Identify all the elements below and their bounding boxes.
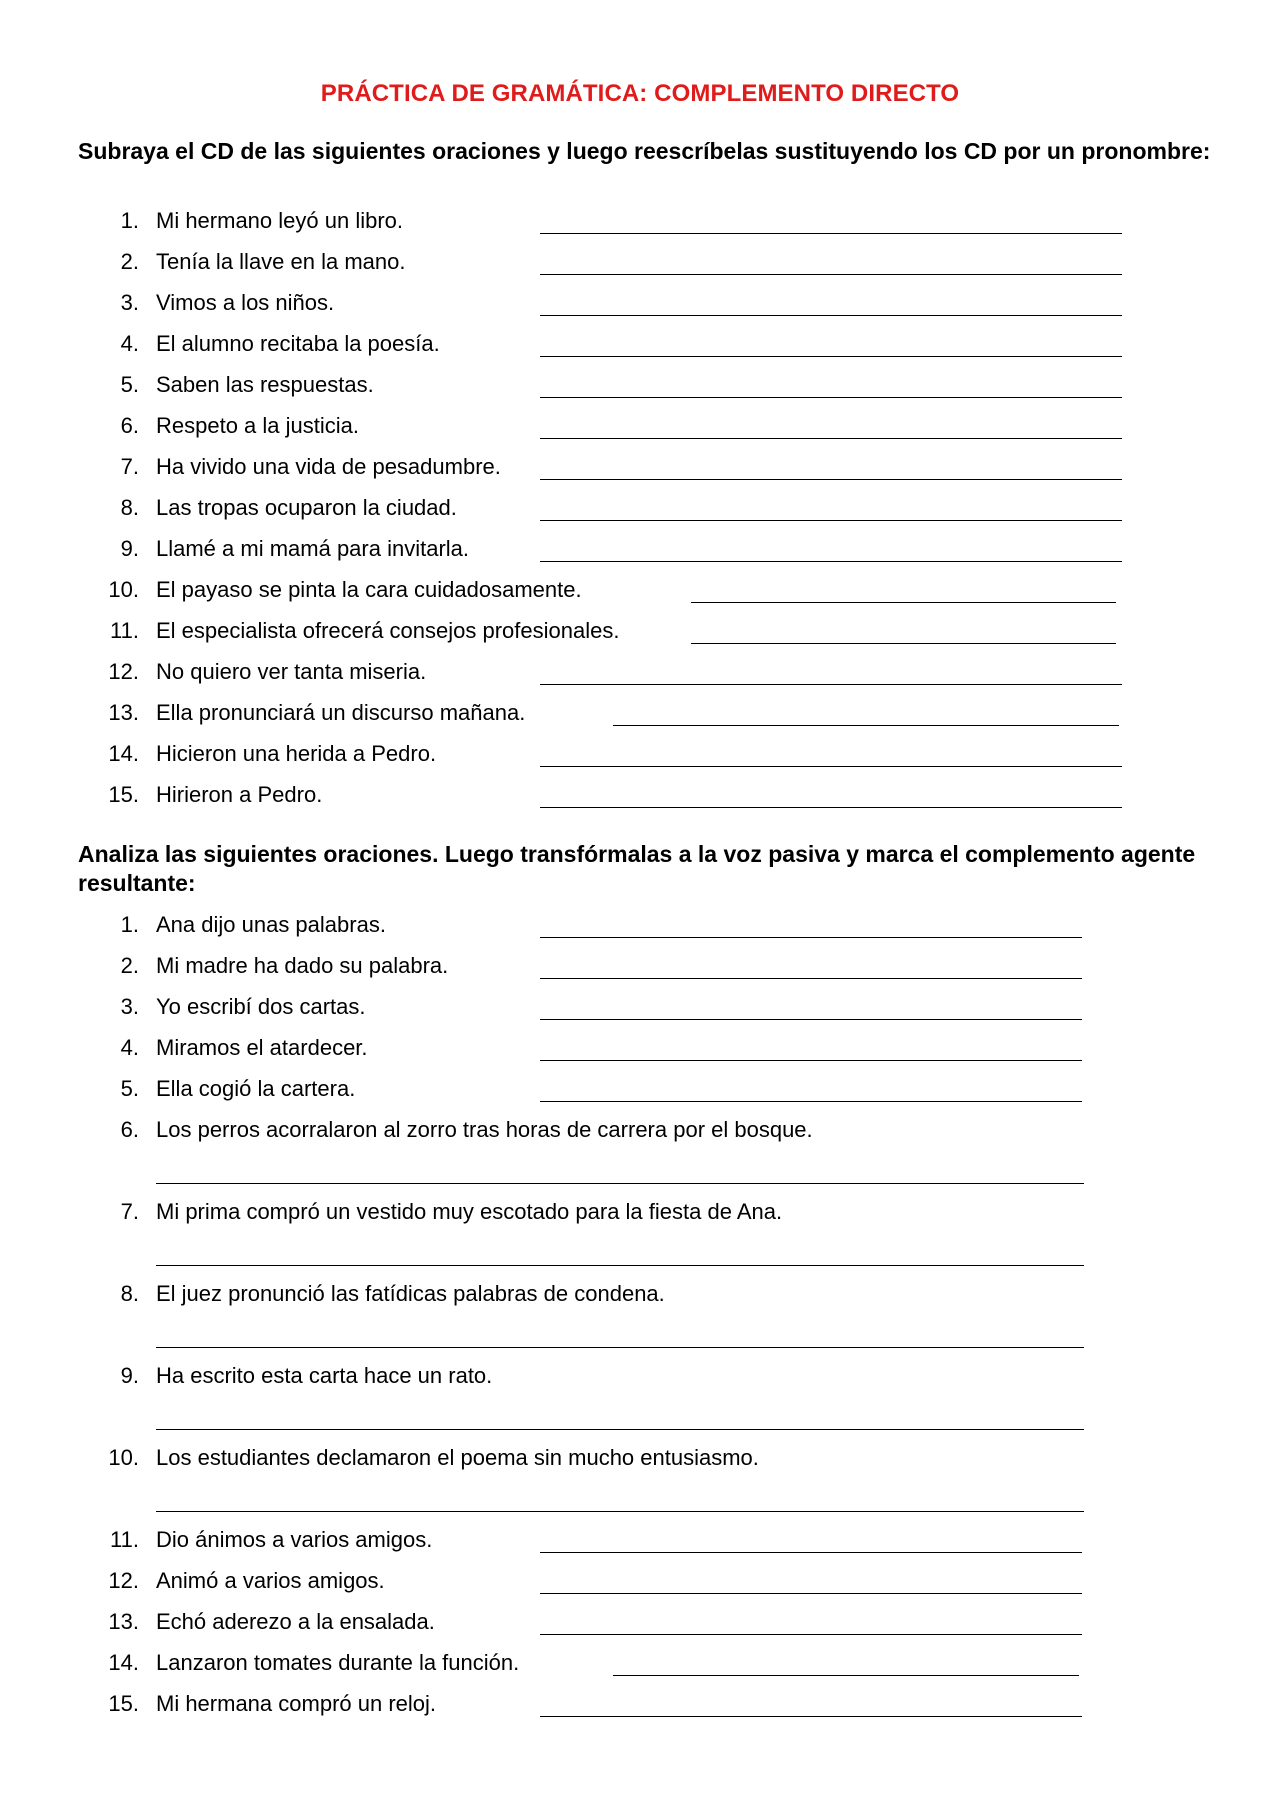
- item-sentence: Ha escrito esta carta hace un rato.: [156, 1363, 493, 1388]
- item-number: 15.: [108, 782, 139, 807]
- list-item: [0, 290, 1280, 320]
- item-number: 13.: [108, 700, 139, 725]
- item-sentence: El alumno recitaba la poesía.: [156, 331, 440, 356]
- answer-line[interactable]: [540, 807, 1122, 808]
- item-number: 3.: [120, 290, 139, 315]
- answer-line[interactable]: [540, 479, 1122, 480]
- item-sentence: Mi prima compró un vestido muy escotado para la fiesta de Ana.: [156, 1199, 783, 1224]
- list-item: [0, 1117, 1280, 1147]
- item-sentence: Ella pronunciará un discurso mañana.: [156, 700, 526, 725]
- list-item: [0, 741, 1280, 771]
- list-item: [0, 413, 1280, 443]
- page-title: PRÁCTICA DE GRAMÁTICA: COMPLEMENTO DIRECTO: [320, 80, 960, 107]
- list-item: [0, 1363, 1280, 1393]
- answer-line[interactable]: [540, 978, 1082, 979]
- item-number: 11.: [110, 618, 139, 643]
- answer-line[interactable]: [540, 315, 1122, 316]
- item-sentence: Respeto a la justicia.: [156, 413, 359, 438]
- item-sentence: Ha vivido una vida de pesadumbre.: [156, 454, 501, 479]
- answer-line[interactable]: [540, 1019, 1082, 1020]
- item-number: 4.: [120, 331, 139, 356]
- item-sentence: Los perros acorralaron al zorro tras horas de carrera por el bosque.: [156, 1117, 813, 1142]
- section1-instruction: Subraya el CD de las siguientes oraciones y luego reescríbelas sustituyendo los CD por un pronombre:: [78, 138, 1211, 164]
- item-number: 12.: [108, 659, 139, 684]
- answer-line[interactable]: [540, 1716, 1082, 1717]
- item-number: 12.: [108, 1568, 139, 1593]
- answer-line[interactable]: [540, 1593, 1082, 1594]
- answer-line[interactable]: [156, 1429, 1084, 1430]
- item-sentence: Echó aderezo a la ensalada.: [156, 1609, 435, 1634]
- list-item: [0, 1076, 1280, 1106]
- item-sentence: Mi madre ha dado su palabra.: [156, 953, 449, 978]
- list-item: [0, 782, 1280, 812]
- answer-line[interactable]: [156, 1511, 1084, 1512]
- answer-line[interactable]: [691, 643, 1116, 644]
- list-item: [0, 331, 1280, 361]
- item-sentence: Hicieron una herida a Pedro.: [156, 741, 437, 766]
- list-item: [0, 372, 1280, 402]
- item-number: 7.: [120, 454, 139, 479]
- list-item: [0, 700, 1280, 730]
- item-sentence: Lanzaron tomates durante la función.: [156, 1650, 520, 1675]
- item-number: 2.: [120, 953, 139, 978]
- item-number: 7.: [120, 1199, 139, 1224]
- answer-line[interactable]: [540, 520, 1122, 521]
- item-sentence: El payaso se pinta la cara cuidadosamente.: [156, 577, 582, 602]
- item-number: 9.: [120, 1363, 139, 1388]
- item-number: 8.: [120, 495, 139, 520]
- item-number: 14.: [108, 741, 139, 766]
- item-sentence: Mi hermana compró un reloj.: [156, 1691, 437, 1716]
- item-sentence: Tenía la llave en la mano.: [156, 249, 406, 274]
- answer-line[interactable]: [540, 937, 1082, 938]
- item-sentence: Los estudiantes declamaron el poema sin mucho entusiasmo.: [156, 1445, 759, 1470]
- list-item: [0, 912, 1280, 942]
- item-number: 9.: [120, 536, 139, 561]
- answer-line[interactable]: [540, 684, 1122, 685]
- list-item: [0, 1035, 1280, 1065]
- list-item: [0, 1650, 1280, 1680]
- list-item: [0, 953, 1280, 983]
- item-sentence: El especialista ofrecerá consejos profesionales.: [156, 618, 620, 643]
- list-item: [0, 618, 1280, 648]
- list-item: [0, 1527, 1280, 1557]
- item-number: 1.: [120, 208, 139, 233]
- item-number: 6.: [120, 413, 139, 438]
- item-number: 2.: [120, 249, 139, 274]
- item-sentence: El juez pronunció las fatídicas palabras de condena.: [156, 1281, 665, 1306]
- item-sentence: Yo escribí dos cartas.: [156, 994, 366, 1019]
- list-item: [0, 1199, 1280, 1229]
- item-number: 10.: [108, 577, 139, 602]
- item-sentence: Las tropas ocuparon la ciudad.: [156, 495, 457, 520]
- list-item: [0, 536, 1280, 566]
- item-sentence: No quiero ver tanta miseria.: [156, 659, 427, 684]
- answer-line[interactable]: [540, 356, 1122, 357]
- answer-line[interactable]: [691, 602, 1116, 603]
- item-number: 6.: [120, 1117, 139, 1142]
- item-sentence: Mi hermano leyó un libro.: [156, 208, 404, 233]
- answer-line[interactable]: [540, 233, 1122, 234]
- answer-line[interactable]: [156, 1265, 1084, 1266]
- list-item: [0, 577, 1280, 607]
- item-number: 8.: [120, 1281, 139, 1306]
- section2-instruction: Analiza las siguientes oraciones. Luego transfórmalas a la voz pasiva y marca el complemento agente resultante:: [78, 841, 1196, 896]
- item-sentence: Llamé a mi mamá para invitarla.: [156, 536, 470, 561]
- item-sentence: Hirieron a Pedro.: [156, 782, 323, 807]
- answer-line[interactable]: [540, 1101, 1082, 1102]
- list-item: [0, 1281, 1280, 1311]
- item-sentence: Miramos el atardecer.: [156, 1035, 368, 1060]
- list-item: [0, 1691, 1280, 1721]
- item-number: 11.: [110, 1527, 139, 1552]
- item-number: 1.: [120, 912, 139, 937]
- list-item: [0, 1609, 1280, 1639]
- list-item: [0, 659, 1280, 689]
- item-number: 10.: [108, 1445, 139, 1470]
- list-item: [0, 249, 1280, 279]
- answer-line[interactable]: [540, 766, 1122, 767]
- item-sentence: Dio ánimos a varios amigos.: [156, 1527, 433, 1552]
- list-item: [0, 454, 1280, 484]
- item-number: 3.: [120, 994, 139, 1019]
- item-number: 5.: [120, 372, 139, 397]
- item-number: 15.: [108, 1691, 139, 1716]
- answer-line[interactable]: [156, 1347, 1084, 1348]
- item-number: 13.: [108, 1609, 139, 1634]
- list-item: [0, 1445, 1280, 1475]
- item-number: 5.: [120, 1076, 139, 1101]
- list-item: [0, 1568, 1280, 1598]
- answer-line[interactable]: [540, 397, 1122, 398]
- answer-line[interactable]: [613, 725, 1119, 726]
- answer-line[interactable]: [540, 1552, 1082, 1553]
- list-item: [0, 994, 1280, 1024]
- answer-line[interactable]: [540, 1060, 1082, 1061]
- item-sentence: Vimos a los niños.: [156, 290, 335, 315]
- item-sentence: Saben las respuestas.: [156, 372, 374, 397]
- answer-line[interactable]: [540, 438, 1122, 439]
- item-number: 14.: [108, 1650, 139, 1675]
- list-item: [0, 495, 1280, 525]
- answer-line[interactable]: [156, 1183, 1084, 1184]
- item-sentence: Ella cogió la cartera.: [156, 1076, 356, 1101]
- list-item: [0, 208, 1280, 238]
- item-sentence: Animó a varios amigos.: [156, 1568, 385, 1593]
- answer-line[interactable]: [613, 1675, 1079, 1676]
- answer-line[interactable]: [540, 1634, 1082, 1635]
- item-number: 4.: [120, 1035, 139, 1060]
- answer-line[interactable]: [540, 274, 1122, 275]
- answer-line[interactable]: [540, 561, 1122, 562]
- item-sentence: Ana dijo unas palabras.: [156, 912, 386, 937]
